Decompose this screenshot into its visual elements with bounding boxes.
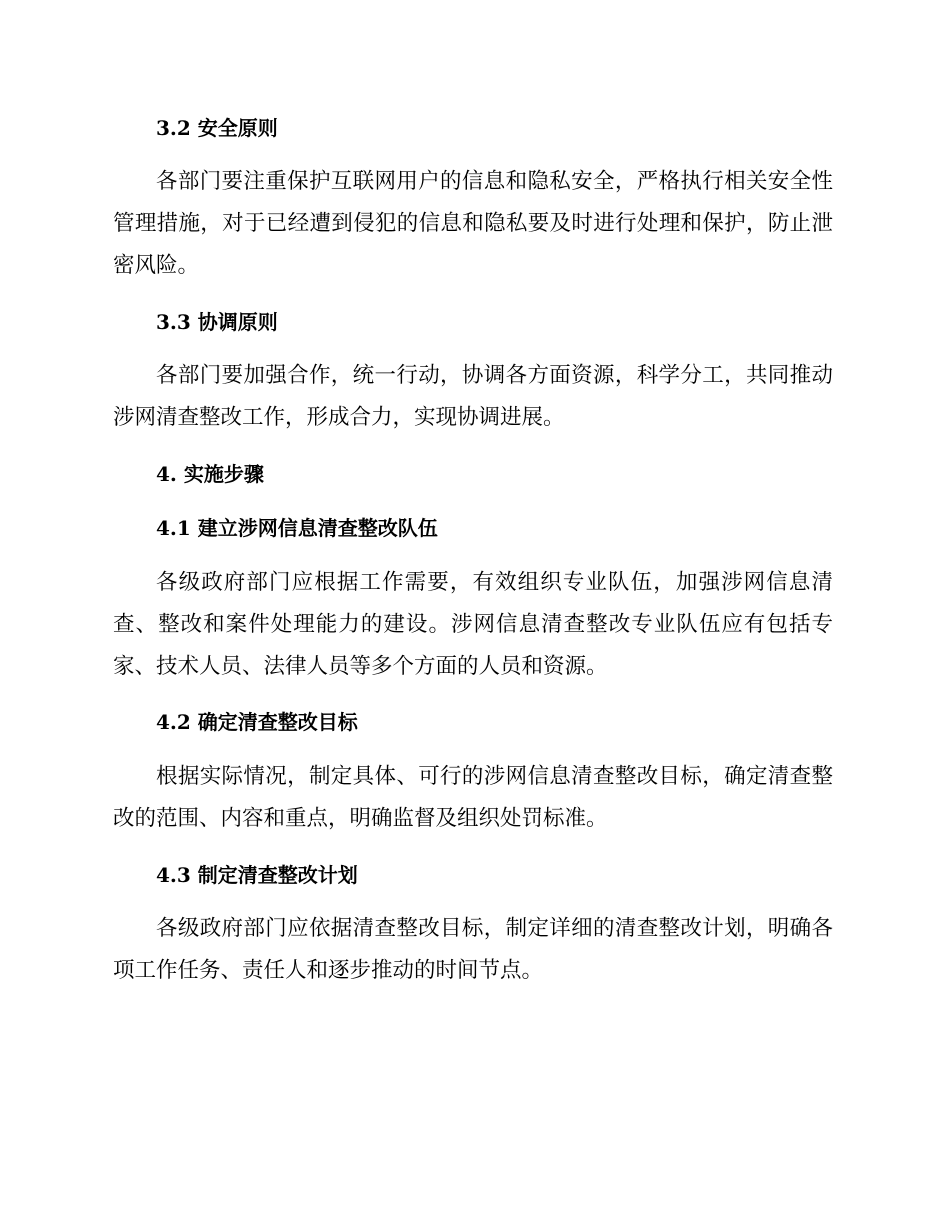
section-paragraph-4-2: 根据实际情况，制定具体、可行的涉网信息清查整改目标，确定清查整改的范围、内容和重点，明确监督及组织处罚标准。 <box>113 764 833 831</box>
section-paragraph-3-2: 各部门要注重保护互联网用户的信息和隐私安全，严格执行相关安全性管理措施，对于已经遭到侵犯的信息和隐私要及时进行处理和保护，防止泄密风险。 <box>113 169 833 278</box>
section-heading-4-1: 4.1 建立涉网信息清查整改队伍 <box>156 516 438 540</box>
section-paragraph-4-1: 各级政府部门应根据工作需要，有效组织专业队伍，加强涉网信息清查、整改和案件处理能力的建设。涉网信息清查整改专业队伍应有包括专家、技术人员、法律人员等多个方面的人员和资源。 <box>113 570 833 679</box>
section-paragraph-4-3: 各级政府部门应依据清查整改目标，制定详细的清查整改计划，明确各项工作任务、责任人和逐步推动的时间节点。 <box>113 916 833 983</box>
section-heading-4-2: 4.2 确定清查整改目标 <box>156 710 358 734</box>
section-heading-3-2: 3.2 安全原则 <box>156 116 278 140</box>
section-heading-3-3: 3.3 协调原则 <box>156 310 278 334</box>
section-heading-4: 4. 实施步骤 <box>156 462 264 486</box>
section-paragraph-3-3: 各部门要加强合作，统一行动，协调各方面资源，科学分工，共同推动涉网清查整改工作，形成合力，实现协调进展。 <box>113 363 833 430</box>
section-heading-4-3: 4.3 制定清查整改计划 <box>156 863 358 887</box>
